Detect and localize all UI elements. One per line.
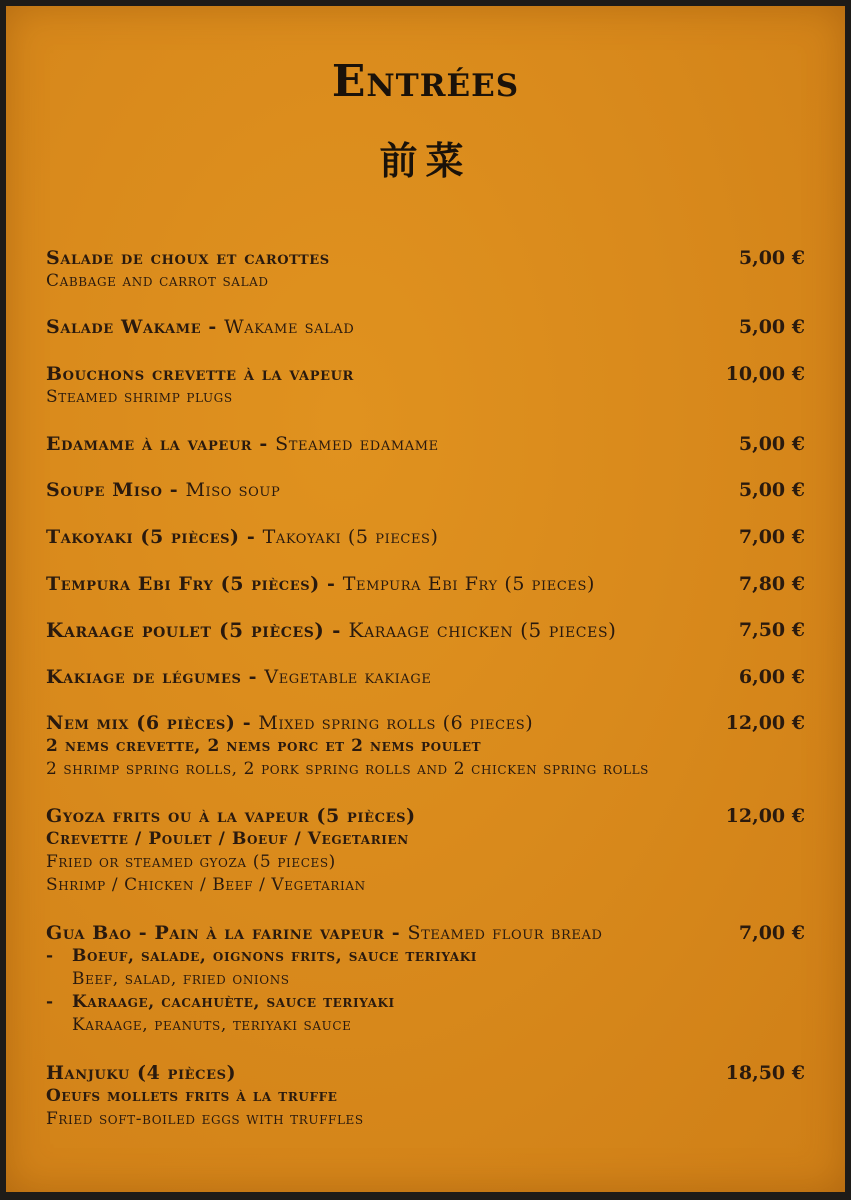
menu-item (46, 247, 805, 293)
item-name-fr: Gua Bao - Pain à la farine vapeur (46, 922, 385, 944)
menu-item (46, 573, 805, 596)
item-price: 12,00 € (725, 712, 805, 734)
item-separator: - (239, 526, 263, 548)
item-name-en: Mixed spring rolls (6 pieces) (258, 712, 534, 734)
option-fr: Karaage, cacahuète, sauce teriyaki (72, 992, 395, 1012)
item-name-en: Tempura Ebi Fry (5 pieces) (342, 573, 595, 595)
option-fr: Boeuf, salade, oignons frits, sauce teriyaki (72, 946, 478, 966)
item-detail-en: Fried or steamed gyoza (5 pieces) (46, 852, 336, 872)
item-name-en: Miso soup (185, 479, 281, 501)
menu-item (46, 433, 805, 456)
item-name-en: Cabbage and carrot salad (46, 271, 269, 291)
item-price: 6,00 € (738, 666, 805, 688)
menu-item (46, 619, 805, 642)
item-name-fr: Hanjuku (4 pièces) (46, 1062, 237, 1084)
item-option (46, 945, 805, 968)
item-price: 18,50 € (725, 1062, 805, 1084)
menu-item (46, 666, 805, 689)
item-name-fr: Soupe Miso (46, 479, 163, 501)
menu-item (46, 1062, 805, 1131)
menu-item (46, 712, 805, 781)
item-separator: - (319, 573, 343, 595)
item-name-fr: Nem mix (6 pièces) (46, 712, 236, 734)
item-name-fr: Salade Wakame (46, 316, 202, 338)
item-option (46, 991, 805, 1014)
item-price: 7,50 € (738, 619, 805, 641)
item-name-fr: Salade de choux et carottes (46, 247, 330, 269)
option-dash: - (46, 946, 54, 966)
item-detail-fr: Oeufs mollets frits à la truffe (46, 1086, 338, 1106)
option-en: Beef, salad, fried onions (72, 969, 290, 989)
item-price: 7,00 € (738, 922, 805, 944)
item-name-en: Vegetable kakiage (264, 666, 432, 688)
item-name-en: Steamed flour bread (407, 922, 603, 944)
item-separator: - (201, 316, 225, 338)
item-price: 7,00 € (738, 526, 805, 548)
item-name-fr: Gyoza frits ou à la vapeur (5 pièces) (46, 805, 416, 827)
item-price: 5,00 € (738, 247, 805, 269)
menu-item (46, 922, 805, 1037)
item-detail-fr: Crevette / Poulet / Boeuf / Vegetarien (46, 829, 409, 849)
item-name-fr: Takoyaki (5 pièces) (46, 526, 240, 548)
item-separator: - (324, 618, 349, 642)
item-price: 10,00 € (725, 363, 805, 385)
item-name-en: Steamed shrimp plugs (46, 387, 233, 407)
item-price: 5,00 € (738, 433, 805, 455)
item-name-fr: Tempura Ebi Fry (5 pièces) (46, 573, 320, 595)
option-en: Karaage, peanuts, teriyaki sauce (72, 1015, 352, 1035)
item-detail-fr: 2 nems crevette, 2 nems porc et 2 nems poulet (46, 736, 482, 756)
menu-item (46, 805, 805, 897)
page-subtitle-kanji: 前菜 (379, 138, 472, 183)
item-name-en: Karaage chicken (5 pieces) (348, 618, 617, 642)
item-detail-en: Shrimp / Chicken / Beef / Vegetarian (46, 875, 366, 895)
item-detail-en: 2 shrimp spring rolls, 2 pork spring rolls and 2 chicken spring rolls (46, 759, 649, 779)
item-price: 7,80 € (738, 573, 805, 595)
menu-item (46, 363, 805, 409)
item-separator: - (162, 479, 186, 501)
item-name-fr: Bouchons crevette à la vapeur (46, 363, 354, 385)
item-name-fr: Edamame à la vapeur (46, 433, 253, 455)
item-name-fr: Kakiage de légumes (46, 666, 242, 688)
menu-page (6, 6, 845, 1192)
item-name-fr: Karaage poulet (5 pièces) (46, 618, 325, 642)
item-separator: - (235, 712, 259, 734)
item-name-en: Wakame salad (224, 316, 355, 338)
menu-item (46, 479, 805, 502)
item-price: 12,00 € (725, 805, 805, 827)
page-title: Entrées (331, 56, 520, 107)
menu-item (46, 526, 805, 549)
item-separator: - (241, 666, 265, 688)
item-price: 5,00 € (738, 316, 805, 338)
option-dash: - (46, 992, 54, 1012)
item-detail-en: Fried soft-boiled eggs with truffles (46, 1109, 364, 1129)
item-separator: - (252, 433, 276, 455)
item-name-en: Takoyaki (5 pieces) (262, 526, 439, 548)
item-name-en: Steamed edamame (275, 433, 439, 455)
item-price: 5,00 € (738, 479, 805, 501)
item-separator: - (384, 922, 408, 944)
menu-item (46, 316, 805, 339)
